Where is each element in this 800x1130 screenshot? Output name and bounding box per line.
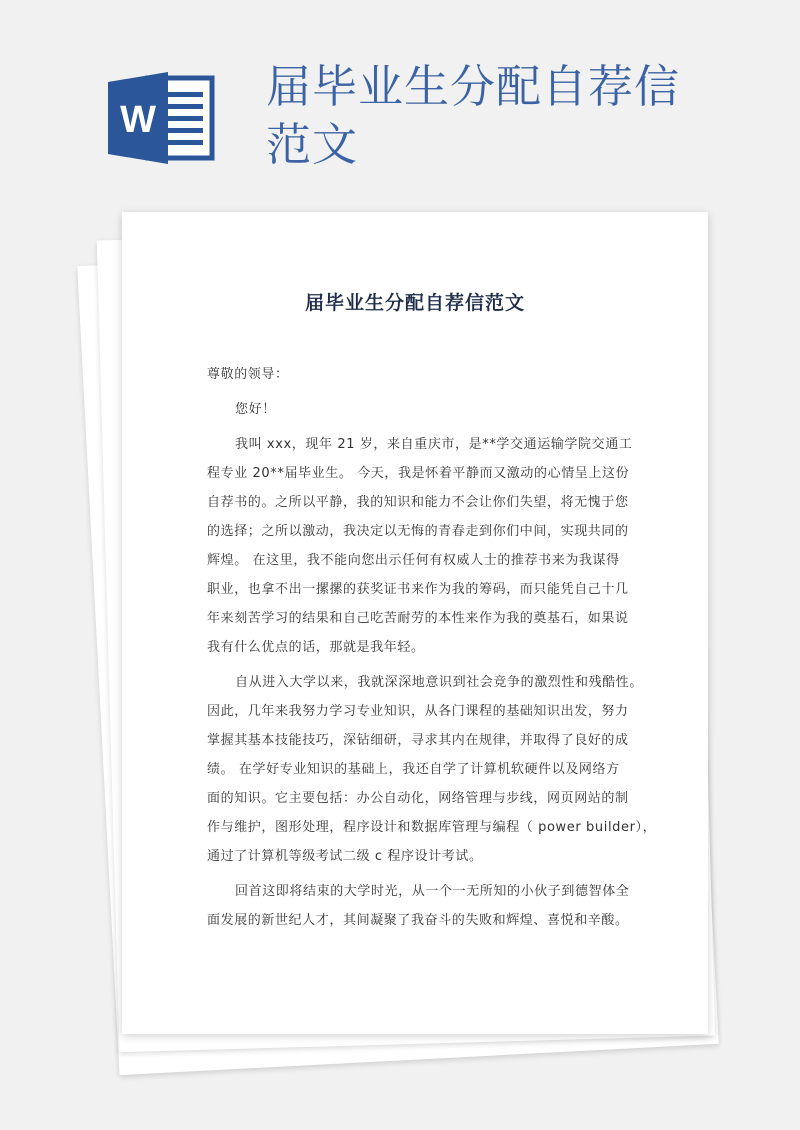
paragraph xyxy=(207,877,637,935)
paragraph-line: 掌握其基本技能技巧，深钻细研，寻求其内在规律，并取得了良好的成 xyxy=(207,733,629,748)
paragraph xyxy=(207,430,637,662)
paragraph-line: 职业，也拿不出一摞摞的获奖证书来作为我的筹码，而只能凭自己十几 xyxy=(207,582,629,597)
paragraph-line: 回首这即将结束的大学时光，从一个一无所知的小伙子到德智体全 xyxy=(235,884,630,899)
paragraph-line: 程专业 20**届毕业生。 今天，我是怀着平静而又激动的心情呈上这份 xyxy=(207,466,630,481)
paragraph-line: 面的知识。它主要包括：办公自动化，网络管理与步线，网页网站的制 xyxy=(207,791,629,806)
paragraph-line: 因此，几年来我努力学习专业知识，从各门课程的基础知识出发，努力 xyxy=(207,704,629,719)
paragraph-line: 我有什么优点的话，那就是我年轻。 xyxy=(207,640,425,655)
document-body xyxy=(207,360,657,935)
paragraph-line: 作与维护，图形处理，程序设计和数据库管理与编程（ power builder）， xyxy=(207,820,657,835)
greeting: 您好！ xyxy=(235,402,276,417)
paragraph-line: 面发展的新世纪人才，其间凝聚了我奋斗的失败和辉煌、喜悦和辛酸。 xyxy=(207,913,629,928)
word-document-icon xyxy=(108,72,216,164)
paragraph-line: 年来刻苦学习的结果和自己吃苦耐劳的本性来作为我的奠基石，如果说 xyxy=(207,611,629,626)
salutation: 尊敬的领导： xyxy=(207,367,289,382)
header-title: 届毕业生分配自荐信范文 xyxy=(266,60,681,171)
paragraph-line: 的选择；之所以激动，我决定以无悔的青春走到你们中间，实现共同的 xyxy=(207,524,629,539)
paragraph-line: 辉煌。 在这里，我不能向您出示任何有权威人士的推荐书来为我谋得 xyxy=(207,553,620,568)
paragraph xyxy=(207,668,657,871)
paragraph-line: 自从进入大学以来，我就深深地意识到社会竞争的激烈性和残酷性。 xyxy=(235,675,644,690)
document-title: 届毕业生分配自荐信范文 xyxy=(304,292,525,314)
paragraph-line: 绩。 在学好专业知识的基础上，我还自学了计算机软硬件以及网络方 xyxy=(207,762,620,777)
paragraph-line: 通过了计算机等级考试二级 c 程序设计考试。 xyxy=(207,849,483,864)
paragraph-line: 我叫 xxx，现年 21 岁，来自重庆市，是**学交通运输学院交通工 xyxy=(235,437,633,452)
paragraph-line: 自荐书的。之所以平静，我的知识和能力不会让你们失望，将无愧于您 xyxy=(207,495,629,510)
svg-text:W: W xyxy=(120,99,156,141)
